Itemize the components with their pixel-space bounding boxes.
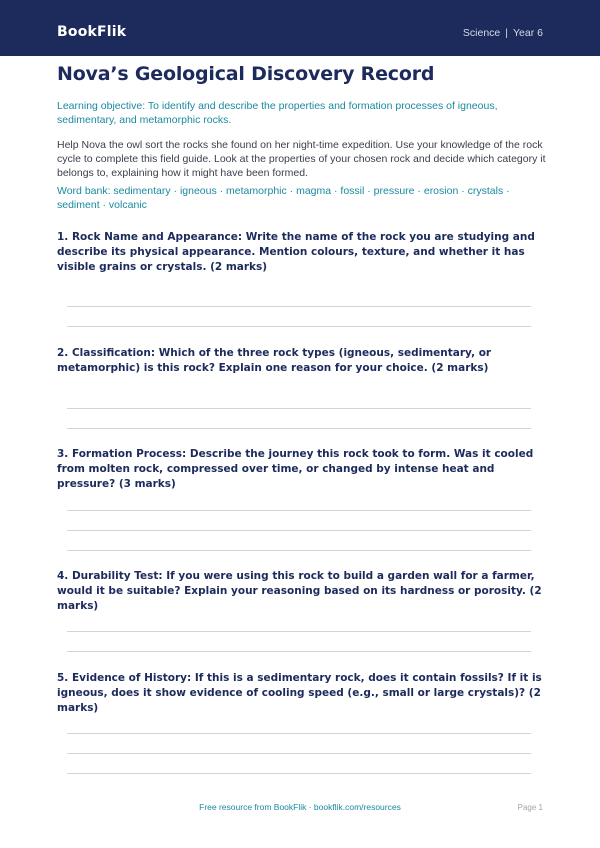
question-3-text: 3. Formation Process: Describe the journey this rock took to form. Was it cooled from molten rock, compressed over time, or changed by intense heat and pressure? (3 marks) — [57, 448, 534, 490]
answer-line[interactable] — [67, 753, 531, 754]
answer-line[interactable] — [67, 631, 531, 632]
answer-line[interactable] — [67, 651, 531, 652]
question-1 — [57, 230, 543, 275]
page-header — [0, 0, 600, 56]
page-number: Page 1 — [517, 803, 543, 812]
answer-line[interactable] — [67, 530, 531, 531]
answer-line[interactable] — [67, 326, 531, 327]
question-5-text: 5. Evidence of History: If this is a sedimentary rock, does it contain fossils? If it is igneous, does it show evidence of cooling speed (e.g., small or large crystals)? (2 marks) — [57, 672, 542, 714]
word-bank: Word bank: sedimentary · igneous · metamorphic · magma · fossil · pressure · erosion · crystals · sediment · volcanic — [57, 185, 510, 211]
brand-logo: BookFlik — [57, 24, 127, 40]
subject-label: Science — [462, 27, 501, 39]
answer-line[interactable] — [67, 510, 531, 511]
question-4-text: 4. Durability Test: If you were using this rock to build a garden wall for a farmer, would it be suitable? Explain your reasoning based on its hardness or porosity. (2 marks) — [57, 570, 542, 612]
question-4 — [57, 569, 543, 614]
question-5 — [57, 671, 543, 716]
intro-paragraph: Help Nova the owl sort the rocks she found on her night-time expedition. Use your knowledge of the rock cycle to complete this field guide. Look at the properties of your chosen rock and decide which category it belongs to, explaining how it might have been formed. — [57, 139, 546, 179]
question-3 — [57, 447, 543, 492]
subject-year-label — [463, 27, 543, 39]
learning-objective: Learning objective: To identify and describe the properties and formation processes of igneous, sedimentary, and metamorphic rocks. — [57, 100, 498, 126]
footer-credit: Free resource from BookFlik · bookflik.com/resources — [199, 802, 401, 812]
year-label: Year 6 — [513, 27, 543, 39]
answer-line[interactable] — [67, 550, 531, 551]
header-separator: | — [505, 27, 509, 39]
page-title: Nova’s Geological Discovery Record — [57, 63, 435, 85]
answer-line[interactable] — [67, 408, 531, 409]
question-2-text: 2. Classification: Which of the three rock types (igneous, sedimentary, or metamorphic) is this rock? Explain one reason for your choice. (2 marks) — [57, 347, 492, 374]
question-2 — [57, 346, 543, 376]
answer-line[interactable] — [67, 428, 531, 429]
answer-line[interactable] — [67, 733, 531, 734]
answer-line[interactable] — [67, 306, 531, 307]
question-1-text: 1. Rock Name and Appearance: Write the name of the rock you are studying and describe its physical appearance. Mention colours, texture, and whether it has visible grains or crystals. (2 marks) — [57, 231, 535, 273]
answer-line[interactable] — [67, 773, 531, 774]
